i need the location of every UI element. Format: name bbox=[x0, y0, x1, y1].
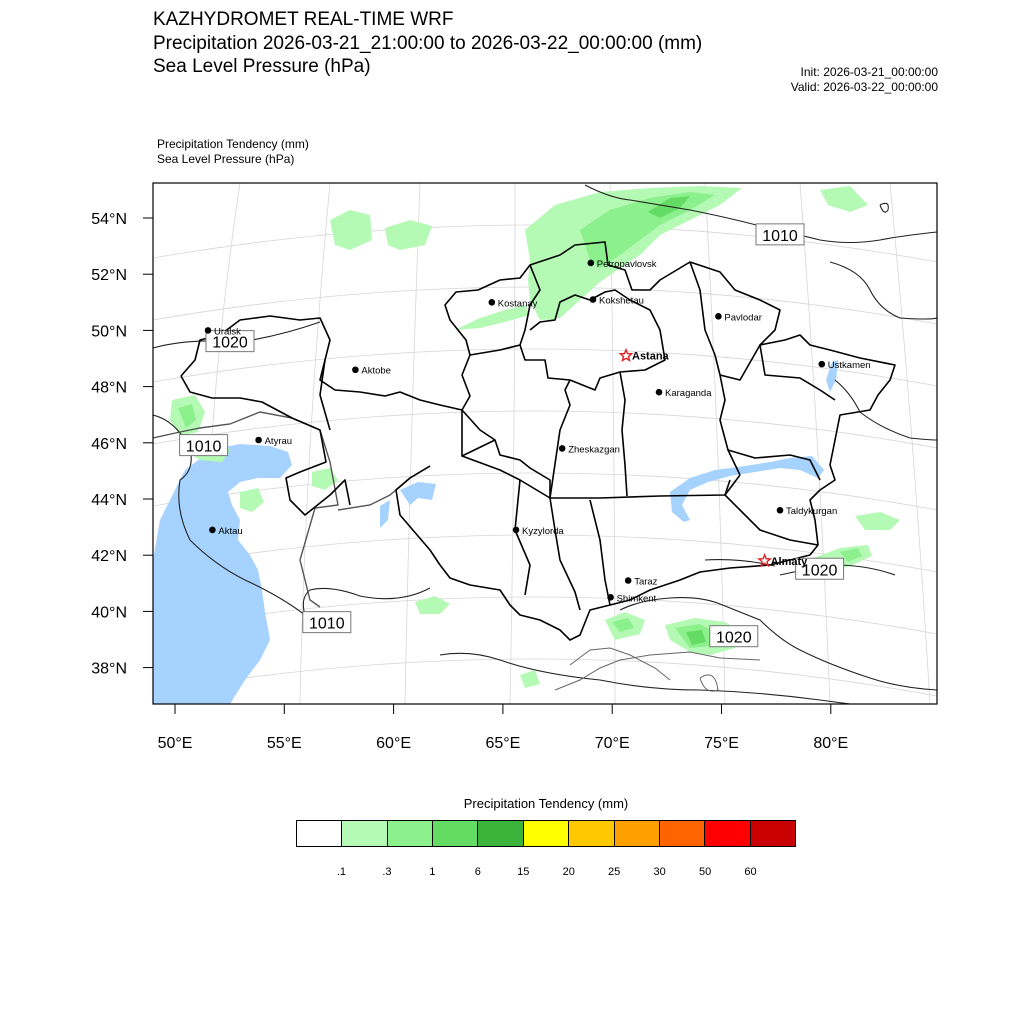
city-marker bbox=[656, 388, 713, 399]
isobar-label-text: 1020 bbox=[212, 334, 248, 352]
city-label: Kyzylorda bbox=[522, 525, 564, 537]
colorbar-tick-label: 50 bbox=[698, 866, 712, 878]
city-marker bbox=[715, 312, 762, 323]
lat-tick-label: 38°N bbox=[91, 660, 127, 678]
colorbar-tick-label: 1 bbox=[429, 866, 436, 878]
city-marker bbox=[559, 444, 620, 455]
city-label: Kostanay bbox=[497, 298, 538, 310]
city-label: Shimkent bbox=[616, 593, 657, 605]
plot-label-slp: Sea Level Pressure (hPa) bbox=[157, 152, 295, 166]
isobar-label bbox=[756, 224, 804, 245]
lat-tick-label: 54°N bbox=[91, 211, 127, 228]
city-dot-icon bbox=[656, 389, 663, 396]
isobar-label-text: 1020 bbox=[716, 629, 752, 647]
city-dot-icon bbox=[607, 594, 614, 601]
colorbar bbox=[296, 820, 796, 847]
city-dot-icon bbox=[715, 313, 722, 320]
city-dot-icon bbox=[588, 260, 595, 267]
plot-label-precip: Precipitation Tendency (mm) bbox=[157, 137, 309, 151]
colorbar-title: Precipitation Tendency (mm) bbox=[463, 796, 629, 811]
isobar-label-text: 1010 bbox=[762, 227, 798, 245]
aral-sea bbox=[400, 482, 436, 505]
city-label: Taraz bbox=[634, 576, 658, 588]
lat-tick-label: 50°N bbox=[91, 323, 127, 341]
colorbar-swatch bbox=[524, 821, 569, 846]
caspian-sea bbox=[153, 444, 292, 704]
colorbar-tick-label: 60 bbox=[744, 866, 757, 878]
colorbar-swatch bbox=[569, 821, 614, 846]
colorbar-swatch bbox=[388, 821, 433, 846]
colorbar-tick-label: 15 bbox=[517, 866, 530, 878]
lon-tick-label: 80°E bbox=[813, 735, 849, 752]
lat-tick-label: 48°N bbox=[91, 379, 127, 397]
city-label: Aktau bbox=[218, 525, 243, 537]
colorbar-swatch bbox=[433, 821, 478, 846]
city-dot-icon bbox=[777, 507, 784, 514]
lon-ticks bbox=[158, 704, 849, 752]
city-dot-icon bbox=[489, 299, 496, 306]
lon-tick-label: 75°E bbox=[704, 735, 739, 752]
colorbar-tick-label: 6 bbox=[474, 866, 481, 878]
colorbar-tick-label: 25 bbox=[608, 866, 621, 878]
city-label: Atyrau bbox=[264, 435, 293, 447]
city-dot-icon bbox=[255, 437, 262, 444]
colorbar-swatch bbox=[478, 821, 523, 846]
city-dot-icon bbox=[205, 327, 212, 334]
lon-tick-label: 55°E bbox=[266, 735, 302, 752]
colorbar-tick-label: 30 bbox=[653, 866, 666, 878]
city-dot-icon bbox=[352, 366, 359, 373]
city-marker bbox=[819, 360, 871, 371]
isobar-label-text: 1010 bbox=[185, 438, 222, 456]
city-label: Zheskazgan bbox=[568, 444, 620, 456]
city-dot-icon bbox=[513, 527, 520, 534]
city-label: Petropavlovsk bbox=[596, 258, 657, 270]
figure-subtitle-2: Sea Level Pressure (hPa) bbox=[153, 56, 371, 77]
figure-subtitle: Precipitation 2026-03-21_21:00:00 to 2026-03-22_00:00:00 (mm) bbox=[153, 33, 703, 54]
city-marker bbox=[489, 298, 538, 309]
city-dot-icon bbox=[625, 577, 632, 584]
city-marker bbox=[352, 366, 391, 377]
city-label: Pavlodar bbox=[724, 312, 762, 324]
isobar-label bbox=[303, 612, 351, 633]
lon-tick-label: 70°E bbox=[594, 735, 630, 752]
valid-time: Valid: 2026-03-22_00:00:00 bbox=[790, 80, 938, 94]
lat-tick-label: 52°N bbox=[91, 267, 127, 285]
city-dot-icon bbox=[590, 296, 597, 303]
figure-title: KAZHYDROMET REAL-TIME WRF bbox=[153, 9, 454, 30]
colorbar-swatch bbox=[751, 821, 795, 846]
city-marker bbox=[588, 259, 657, 270]
city-label: Taldykurgan bbox=[786, 506, 838, 518]
city-marker bbox=[777, 506, 838, 517]
city-dot-icon bbox=[559, 445, 566, 452]
colorbar-swatch bbox=[660, 821, 705, 846]
city-label: Karaganda bbox=[665, 388, 712, 400]
colorbar-swatch bbox=[297, 821, 342, 846]
city-label: Ustkamen bbox=[827, 360, 871, 372]
lat-ticks bbox=[91, 211, 153, 678]
lat-tick-label: 42°N bbox=[91, 548, 127, 566]
colorbar-tick-label: .1 bbox=[336, 866, 347, 878]
lat-tick-label: 40°N bbox=[91, 604, 127, 622]
colorbar-tick-label: 20 bbox=[562, 866, 575, 878]
lon-tick-label: 50°E bbox=[157, 735, 193, 752]
south-borders bbox=[555, 648, 760, 691]
city-marker bbox=[590, 295, 644, 306]
capital-marker bbox=[620, 350, 669, 363]
colorbar-swatch bbox=[705, 821, 750, 846]
isobar-label-text: 1020 bbox=[801, 562, 838, 580]
init-time: Init: 2026-03-21_00:00:00 bbox=[800, 65, 938, 79]
colorbar-labels bbox=[0, 866, 1024, 882]
city-marker bbox=[255, 436, 292, 447]
city-label: Aktobe bbox=[361, 365, 391, 377]
isobar-label bbox=[710, 626, 758, 647]
isobar-label-text: 1010 bbox=[309, 615, 345, 633]
city-label: Kokshetau bbox=[599, 295, 644, 307]
city-label: Almaty bbox=[770, 555, 808, 568]
lon-tick-label: 65°E bbox=[485, 735, 521, 752]
city-dot-icon bbox=[209, 527, 216, 534]
city-label: Uralsk bbox=[214, 326, 241, 338]
colorbar-swatch bbox=[615, 821, 660, 846]
lon-tick-label: 60°E bbox=[376, 735, 412, 752]
city-dot-icon bbox=[819, 361, 826, 368]
colorbar-swatch bbox=[342, 821, 387, 846]
colorbar-tick-label: .3 bbox=[382, 866, 392, 878]
city-label: Astana bbox=[632, 350, 669, 363]
lat-tick-label: 46°N bbox=[91, 435, 127, 453]
lat-tick-label: 44°N bbox=[91, 492, 127, 509]
isobar-label bbox=[180, 435, 228, 456]
city-marker bbox=[625, 576, 658, 587]
